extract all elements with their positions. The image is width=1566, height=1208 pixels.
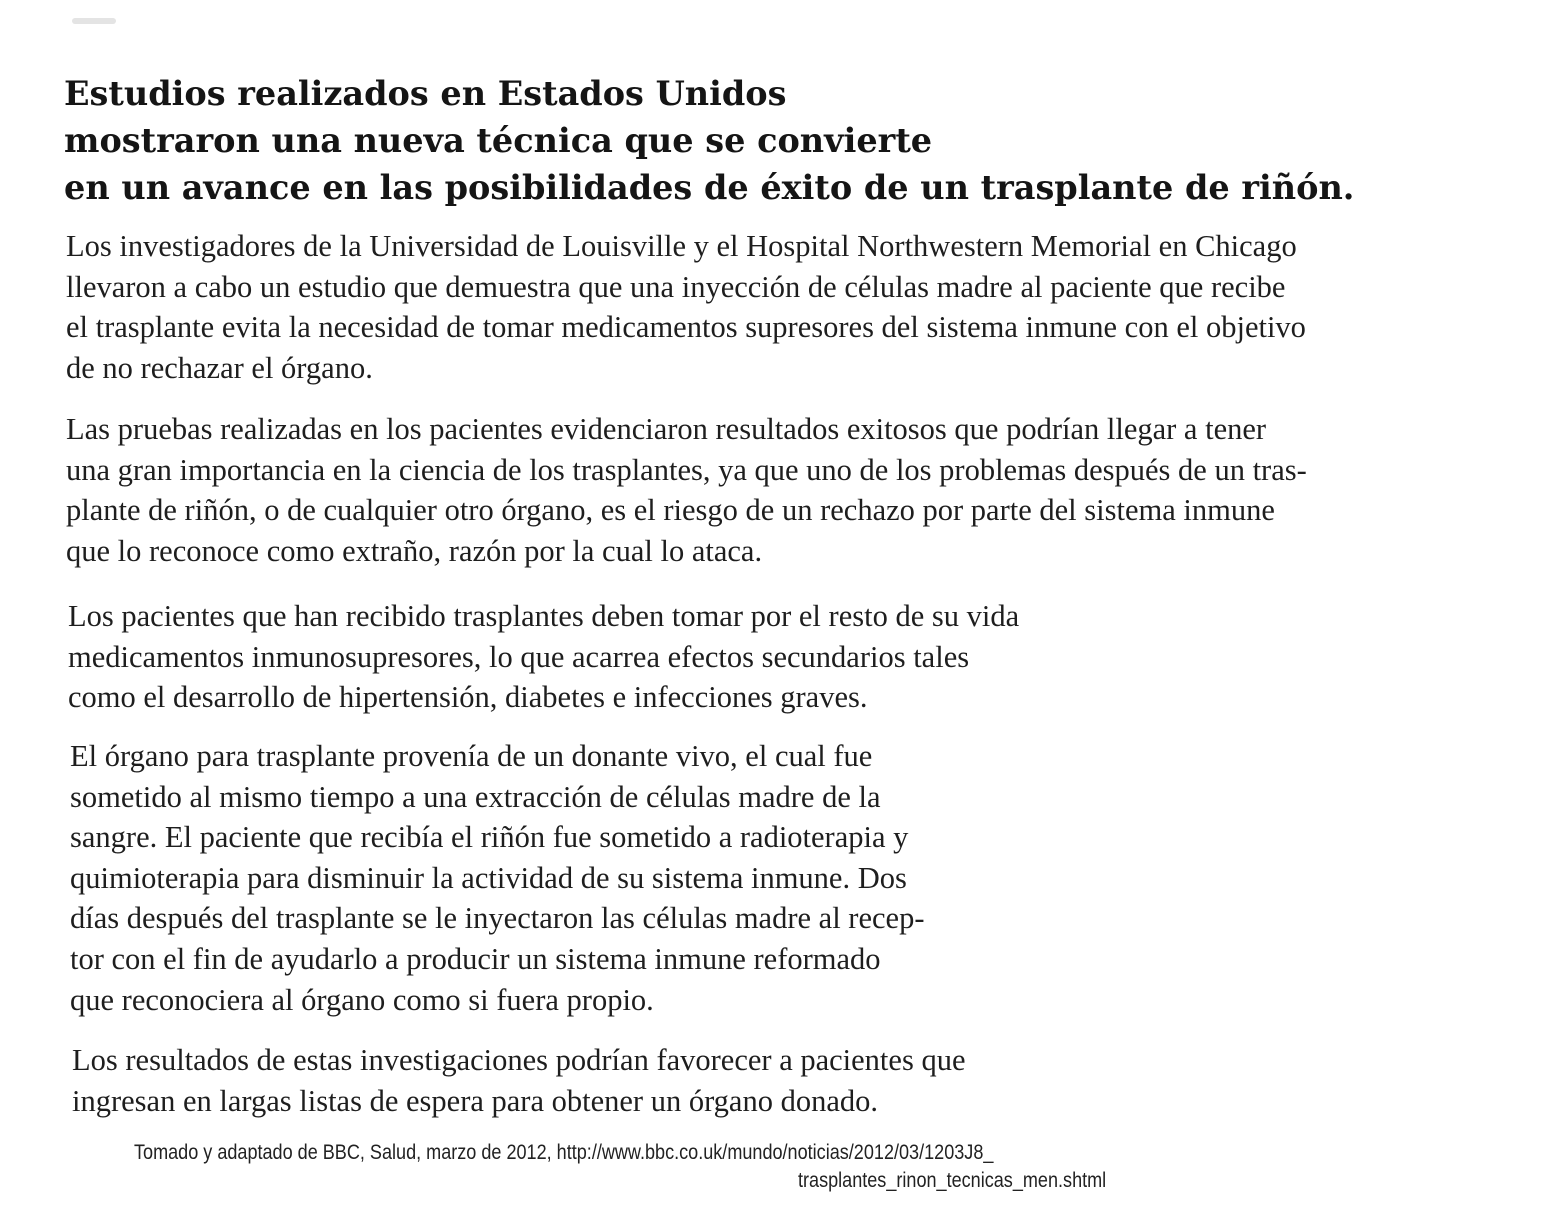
paragraph-1	[66, 226, 1398, 388]
paragraph-line: quimioterapia para disminuir la actividad de su sistema inmune. Dos	[70, 860, 907, 895]
paragraph-line: Los investigadores de la Universidad de Louisville y el Hospital Northwestern Memorial en Chicago	[66, 229, 1297, 263]
paragraph-line: sangre. El paciente que recibía el riñón fue sometido a radioterapia y	[70, 820, 909, 855]
paragraph-line: el trasplante evita la necesidad de tomar medicamentos supresores del sistema inmune con el objetivo	[66, 310, 1306, 345]
paragraph-line: plante de riñón, o de cualquier otro órgano, es el riesgo de un rechazo por parte del sistema inmune	[66, 493, 1275, 528]
paragraph-3	[68, 596, 1098, 718]
paragraph-line: ingresan en largas listas de espera para obtener un órgano donado.	[72, 1083, 879, 1118]
paragraph-line: una gran importancia en la ciencia de los trasplantes, ya que uno de los problemas después de un tras-	[66, 452, 1307, 487]
headline-line: mostraron una nueva técnica que se convierte	[64, 121, 933, 160]
headline-line: en un avance en las posibilidades de éxito de un trasplante de riñón.	[64, 168, 1355, 207]
paragraph-line: El órgano para trasplante provenía de un donante vivo, el cual fue	[70, 739, 873, 773]
headline-line: Estudios realizados en Estados Unidos	[64, 74, 787, 113]
paragraph-line: que reconociera al órgano como si fuera propio.	[70, 982, 654, 1017]
headline	[64, 70, 1364, 211]
paragraph-line: llevaron a cabo un estudio que demuestra que una inyección de células madre al paciente que recibe	[66, 269, 1286, 304]
paragraph-line: sometido al mismo tiempo a una extracción de células madre de la	[70, 779, 881, 814]
paragraph-2	[66, 409, 1398, 571]
paragraph-5	[72, 1040, 1022, 1121]
paragraph-line: tor con el fin de ayudarlo a producir un sistema inmune reformado	[70, 941, 881, 976]
paragraph-line: Los resultados de estas investigaciones podrían favorecer a pacientes que	[72, 1043, 966, 1077]
paragraph-line: Las pruebas realizadas en los pacientes evidenciaron resultados exitosos que podrían llegar a tener	[66, 412, 1267, 446]
paragraph-line: como el desarrollo de hipertensión, diabetes e infecciones graves.	[68, 680, 868, 715]
source-citation: Tomado y adaptado de BBC, Salud, marzo de 2012, http://www.bbc.co.uk/mundo/noticias/2012/03/1203J8_	[134, 1141, 994, 1164]
paragraph-4	[70, 736, 990, 1020]
scan-mark	[72, 18, 116, 24]
paragraph-line: días después del trasplante se le inyectaron las células madre al recep-	[70, 901, 925, 936]
paragraph-line: de no rechazar el órgano.	[66, 350, 373, 385]
source-citation-continued: trasplantes_rinon_tecnicas_men.shtml	[798, 1169, 1107, 1192]
paragraph-line: que lo reconoce como extraño, razón por la cual lo ataca.	[66, 533, 763, 568]
paragraph-line: Los pacientes que han recibido trasplantes deben tomar por el resto de su vida	[68, 599, 1020, 633]
paragraph-line: medicamentos inmunosupresores, lo que acarrea efectos secundarios tales	[68, 639, 970, 674]
